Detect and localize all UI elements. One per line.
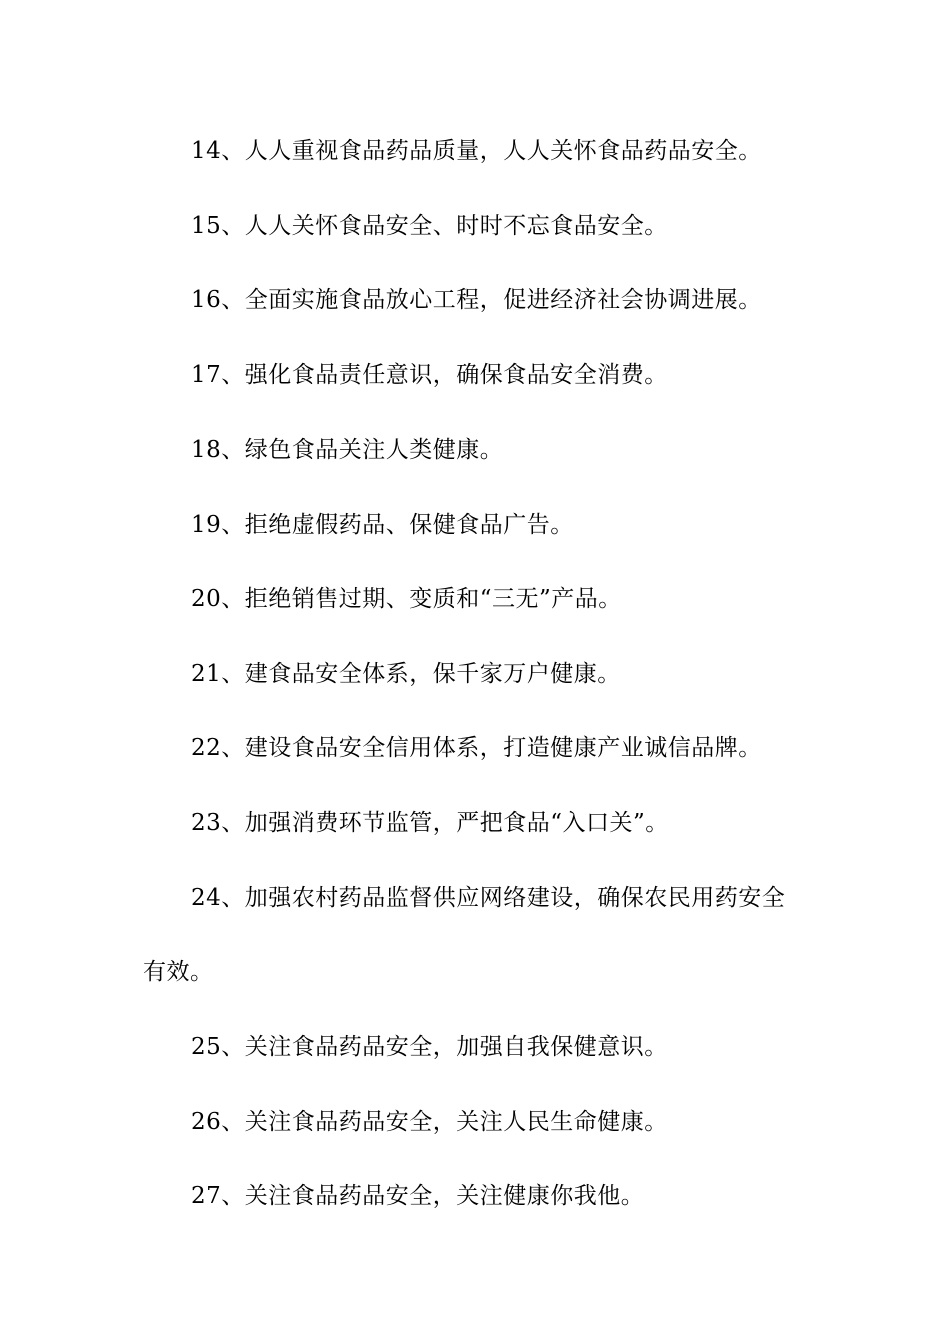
- slogan-line: 20、拒绝销售过期、变质和“三无”产品。: [191, 586, 622, 612]
- slogan-line: 19、拒绝虚假药品、保健食品广告。: [191, 512, 574, 538]
- slogan-line: 25、关注食品药品安全，加强自我保健意识。: [191, 1034, 668, 1060]
- slogan-line: 24、加强农村药品监督供应网络建设，确保农民用药安全: [191, 885, 786, 911]
- slogan-line: 16、全面实施食品放心工程，促进经济社会协调进展。: [191, 287, 762, 313]
- slogan-line-continuation: 有效。: [143, 959, 214, 985]
- slogan-line: 15、人人关怀食品安全、时时不忘食品安全。: [191, 213, 668, 239]
- slogan-line: 21、建食品安全体系，保千家万户健康。: [191, 661, 621, 687]
- slogan-line: 26、关注食品药品安全，关注人民生命健康。: [191, 1109, 668, 1135]
- slogan-line: 23、加强消费环节监管，严把食品“入口关”。: [191, 810, 669, 836]
- slogan-line: 27、关注食品药品安全，关注健康你我他。: [191, 1183, 645, 1209]
- slogan-line: 14、人人重视食品药品质量，人人关怀食品药品安全。: [191, 138, 762, 164]
- slogan-line: 22、建设食品安全信用体系，打造健康产业诚信品牌。: [191, 735, 762, 761]
- slogan-line: 17、强化食品责任意识，确保食品安全消费。: [191, 362, 668, 388]
- slogan-line: 18、绿色食品关注人类健康。: [191, 437, 504, 463]
